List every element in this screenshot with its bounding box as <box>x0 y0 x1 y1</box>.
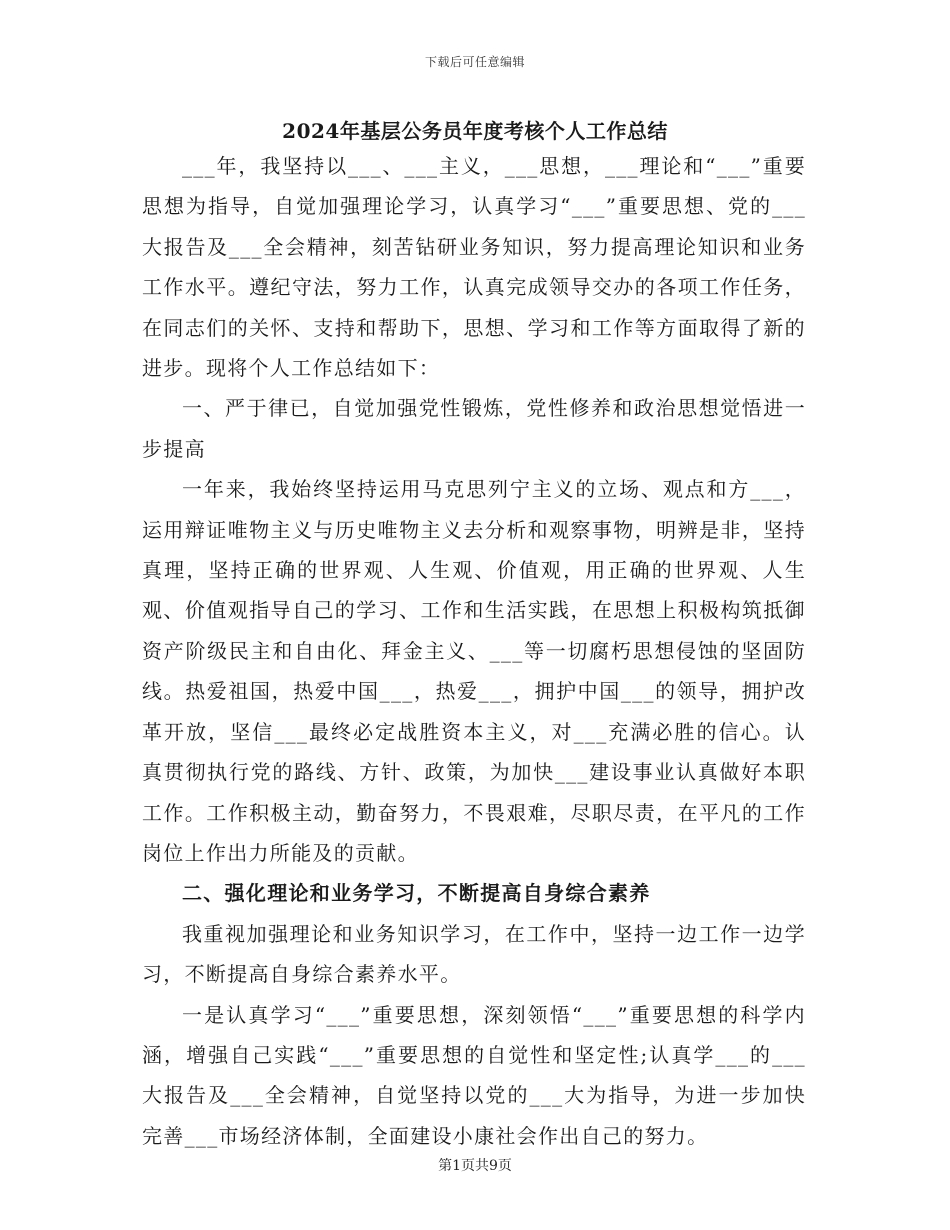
page-number: 第1页共9页 <box>438 1158 512 1174</box>
document-body <box>142 146 806 1156</box>
paragraph-section-2-point-1: 一是认真学习“___”重要思想，深刻领悟“___”重要思想的科学内涵，增强自己实践“___”重要思想的自觉性和坚定性;认真学___的___大报告及___全会精神，自觉坚持以党的___大为指导，为进一步加快完善___市场经济体制，全面建设小康社会作出自己的努力。 <box>142 1002 806 1148</box>
header-note: 下载后可任意编辑 <box>424 55 525 69</box>
section-heading-1: 一、严于律已，自觉加强党性锻炼，党性修养和政治思想觉悟进一步提高 <box>142 396 806 461</box>
document-title: 2024年基层公务员年度考核个人工作总结 <box>282 119 668 143</box>
paragraph-section-2-intro: 我重视加强理论和业务知识学习，在工作中，坚持一边工作一边学习，不断提高自身综合素养水平。 <box>142 921 806 987</box>
paragraph-section-1: 一年来，我始终坚持运用马克思列宁主义的立场、观点和方___，运用辩证唯物主义与历史唯物主义去分析和观察事物，明辨是非，坚持真理，坚持正确的世界观、人生观、价值观，用正确的世界观、人生观、价值观指导自己的学习、工作和生活实践，在思想上积极构筑抵御资产阶级民主和自由化、拜金主义、___等一切腐朽思想侵蚀的坚固防线。热爱祖国，热爱中国___，热爱___，拥护中国___的领导，拥护改革开放，坚信___最终必定战胜资本主义，对___充满必胜的信心。认真贯彻执行党的路线、方针、政策，为加快___建设事业认真做好本职工作。工作积极主动，勤奋努力，不畏艰难，尽职尽责，在平凡的工作岗位上作出力所能及的贡献。 <box>142 477 806 865</box>
section-heading-2: 二、强化理论和业务学习，不断提高自身综合素养 <box>182 881 651 906</box>
paragraph-intro: ___年，我坚持以___、___主义，___思想，___理论和“___”重要思想为指导，自觉加强理论学习，认真学习“___”重要思想、党的___大报告及___全会精神，刻苦钻研业务知识，努力提高理论知识和业务工作水平。遵纪守法，努力工作，认真完成领导交办的各项工作任务，在同志们的关怀、支持和帮助下，思想、学习和工作等方面取得了新的进步。现将个人工作总结如下： <box>142 154 806 381</box>
